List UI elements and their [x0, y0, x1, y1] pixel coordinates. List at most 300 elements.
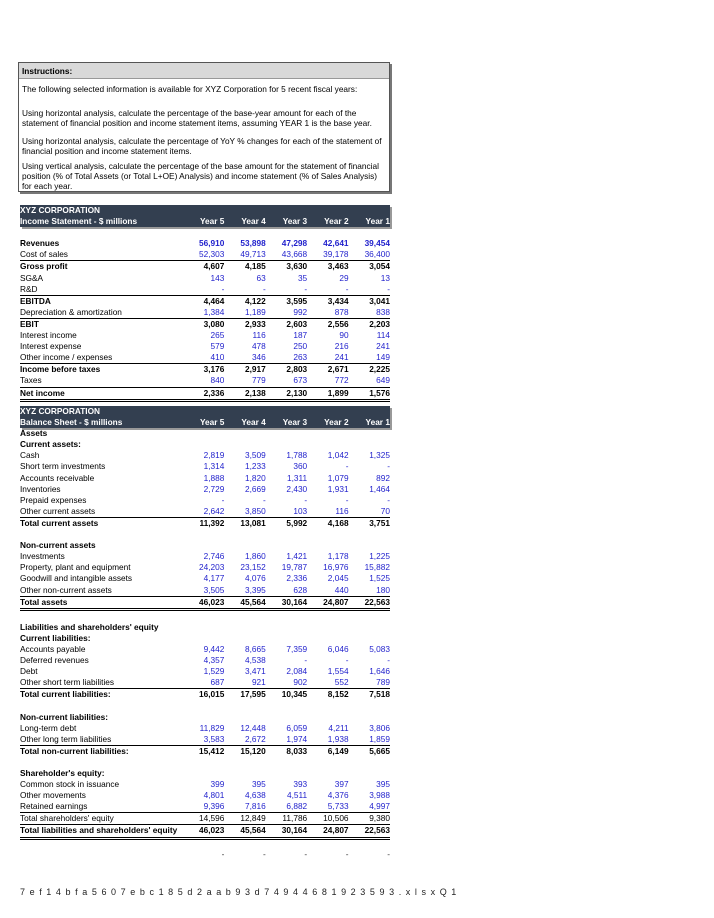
row-value: [183, 611, 224, 622]
row-value: [307, 529, 348, 540]
balance-row: [20, 746, 390, 757]
row-value: 2,672: [245, 733, 266, 744]
row-value: 902: [293, 677, 308, 688]
balance-row: [20, 712, 390, 723]
row-value: 12,849: [240, 813, 266, 824]
row-value: 10,345: [281, 689, 308, 700]
row-value: 1,178: [327, 551, 349, 562]
row-value: 2,603: [286, 318, 308, 329]
row-value: 3,988: [369, 790, 390, 801]
row-label: Cash: [20, 450, 40, 461]
row-value: 1,646: [369, 666, 390, 677]
row-value: 3,176: [203, 364, 225, 375]
row-value: [183, 529, 224, 540]
row-value: 36,400: [364, 249, 390, 260]
row-label: EBITDA: [20, 295, 51, 306]
check-cell: -: [387, 849, 390, 859]
row-label: R&D: [20, 283, 38, 294]
row-label: Gross profit: [20, 261, 68, 272]
row-value: [266, 622, 307, 633]
row-value: [224, 428, 265, 439]
row-value: 90: [339, 330, 349, 341]
row-value: 12,448: [240, 722, 266, 733]
row-value: [349, 712, 390, 723]
check-cell: -: [263, 849, 266, 859]
row-value: 1,384: [203, 306, 225, 317]
row-value: 992: [293, 306, 308, 317]
row-value: 11,829: [199, 722, 225, 733]
row-value: -: [387, 283, 390, 294]
row-value: 35: [297, 272, 308, 283]
row-value: 921: [251, 677, 266, 688]
row-value: [183, 712, 224, 723]
row-value: 1,042: [327, 450, 349, 461]
row-value: 39,178: [323, 249, 349, 260]
row-label: Cost of sales: [20, 249, 68, 260]
income-statement: [20, 205, 390, 402]
row-value: 399: [210, 779, 225, 790]
row-value: 3,434: [327, 295, 349, 306]
income-row: [20, 330, 390, 341]
row-value: 878: [334, 306, 349, 317]
row-value: 1,225: [369, 551, 390, 562]
balance-row: [20, 611, 390, 622]
row-label: Debt: [20, 666, 38, 677]
row-value: 3,041: [369, 295, 390, 306]
row-value: 4,211: [328, 722, 349, 733]
row-label: Assets: [20, 428, 48, 439]
row-value: 4,168: [327, 517, 349, 528]
balance-title: Balance Sheet - $ millions: [20, 417, 123, 428]
row-value: 2,556: [327, 318, 349, 329]
row-value: [183, 633, 224, 644]
row-label: [20, 700, 183, 711]
row-value: 30,164: [281, 596, 308, 607]
balance-row: [20, 825, 390, 839]
balance-row: [20, 677, 390, 689]
row-value: 7,816: [245, 801, 266, 812]
row-value: 1,525: [369, 573, 390, 584]
row-label: Deferred revenues: [20, 655, 89, 666]
row-value: [266, 611, 307, 622]
row-value: 10,506: [323, 813, 349, 824]
row-value: 1,931: [327, 483, 349, 494]
row-value: 1,311: [287, 472, 308, 483]
row-value: 39,454: [364, 238, 390, 249]
row-value: 687: [210, 677, 225, 688]
row-value: 143: [210, 272, 225, 283]
income-company-name: XYZ CORPORATION: [20, 205, 101, 215]
row-value: [266, 529, 307, 540]
row-value: 4,511: [287, 790, 308, 801]
row-label: Other short term liabilities: [20, 677, 115, 688]
row-value: -: [345, 494, 349, 505]
balance-row: [20, 473, 390, 484]
instructions-box: [18, 62, 390, 192]
row-value: 579: [210, 341, 225, 352]
row-value: [349, 428, 390, 439]
row-value: 1,325: [369, 450, 390, 461]
row-value: [224, 529, 265, 540]
income-row: [20, 261, 390, 272]
row-label: [20, 757, 183, 768]
income-row: [20, 249, 390, 261]
balance-company-row: [20, 406, 390, 417]
row-value: 11,786: [282, 813, 308, 824]
row-label: Shareholder's equity:: [20, 768, 105, 778]
balance-year-header: Year 1: [365, 417, 390, 428]
row-value: [266, 540, 307, 551]
row-label: Retained earnings: [20, 801, 88, 812]
row-value: 46,023: [199, 596, 225, 607]
row-value: 2,671: [327, 364, 349, 375]
row-value: 4,997: [369, 801, 390, 812]
income-row: [20, 307, 390, 319]
row-value: 14,596: [199, 813, 225, 824]
row-value: -: [263, 494, 266, 505]
row-value: 1,079: [327, 472, 349, 483]
row-value: -: [387, 655, 390, 666]
row-label: Accounts receivable: [20, 472, 95, 483]
row-value: [266, 439, 307, 450]
row-label: Depreciation & amortization: [20, 306, 122, 317]
income-rows: [20, 227, 390, 401]
income-company-row: [20, 205, 390, 216]
income-statement-header: [20, 205, 390, 227]
balance-row: [20, 801, 390, 813]
check-cell: -: [221, 849, 225, 859]
row-value: 628: [293, 584, 308, 595]
instructions-para-3: Using horizontal analysis, calculate the percentage of YoY % changes for each of the statement of financial position and income statement items.: [22, 136, 382, 156]
row-value: [349, 439, 390, 450]
row-value: 4,122: [245, 295, 266, 306]
row-value: [183, 540, 224, 551]
balance-row: [20, 562, 390, 573]
balance-row: [20, 518, 390, 529]
row-value: [307, 712, 348, 723]
row-value: 3,463: [327, 261, 349, 272]
row-value: 2,917: [245, 364, 266, 375]
income-year-header: Year 1: [365, 216, 390, 227]
row-label: Other non-current assets: [20, 584, 112, 595]
row-value: 2,045: [327, 573, 349, 584]
row-value: 1,974: [286, 733, 308, 744]
row-value: [307, 633, 348, 644]
row-value: 3,080: [203, 318, 225, 329]
row-label: [20, 611, 183, 622]
row-label: SG&A: [20, 272, 44, 283]
balance-row: [20, 585, 390, 597]
row-value: [307, 622, 348, 633]
row-value: [349, 633, 390, 644]
instructions-para-4: Using vertical analysis, calculate the percentage of the base amount for the statement of financial position (% of Total Assets (or Total L+OE) Analysis) and income statement (% of Sales Analysis) for each year.: [22, 161, 379, 191]
row-value: 11,392: [199, 517, 225, 528]
row-label: Investments: [20, 551, 65, 562]
balance-row: [20, 551, 390, 562]
row-label: Total non-current liabilities:: [20, 745, 129, 756]
row-value: 2,819: [203, 450, 225, 461]
row-label: Interest income: [20, 330, 77, 341]
row-value: 1,938: [327, 733, 349, 744]
row-value: 9,396: [203, 801, 225, 812]
balance-row: [20, 633, 390, 644]
row-label: EBIT: [20, 318, 39, 329]
row-value: [349, 227, 390, 238]
row-value: 1,464: [369, 483, 390, 494]
row-value: 1,421: [286, 551, 308, 562]
row-value: 395: [251, 779, 266, 790]
row-value: [307, 757, 348, 768]
row-value: 1,788: [286, 450, 308, 461]
row-value: 2,138: [245, 387, 266, 398]
row-value: 7,359: [286, 643, 308, 654]
balance-year-header: Year 3: [282, 417, 308, 428]
row-value: [266, 633, 307, 644]
balance-year-header: Year 5: [199, 417, 225, 428]
row-value: [307, 540, 348, 551]
row-label: Prepaid expenses: [20, 494, 87, 505]
row-value: [224, 633, 265, 644]
row-value: 46,023: [199, 825, 225, 836]
row-value: 4,177: [203, 573, 225, 584]
income-year-header: Year 4: [241, 216, 266, 227]
row-value: 5,992: [286, 517, 308, 528]
row-label: Other current assets: [20, 505, 96, 516]
balance-title-row: [20, 417, 390, 428]
row-value: 8,152: [327, 689, 349, 700]
row-value: 4,076: [245, 573, 266, 584]
row-value: 23,152: [240, 562, 266, 573]
balance-row: [20, 450, 390, 461]
row-value: 3,751: [369, 517, 390, 528]
row-value: [183, 622, 224, 633]
row-label: Net income: [20, 387, 65, 398]
row-label: Total assets: [20, 596, 68, 607]
balance-row: [20, 428, 390, 439]
row-value: [349, 611, 390, 622]
balance-row: [20, 540, 390, 551]
row-label: [20, 227, 183, 238]
row-value: 22,563: [364, 596, 390, 607]
row-value: 29: [339, 272, 349, 283]
balance-row: [20, 700, 390, 711]
balance-row: [20, 813, 390, 825]
income-row: [20, 388, 390, 402]
row-value: [224, 622, 265, 633]
row-value: 13,081: [240, 517, 266, 528]
row-value: 15,412: [199, 745, 225, 756]
row-value: 16,976: [323, 562, 349, 573]
row-value: 116: [335, 505, 349, 516]
row-value: 3,630: [286, 261, 308, 272]
row-value: 2,669: [245, 483, 266, 494]
balance-row: [20, 506, 390, 518]
row-value: [266, 428, 307, 439]
row-value: 5,733: [327, 801, 349, 812]
row-value: [224, 439, 265, 450]
row-value: 24,807: [323, 825, 349, 836]
row-value: -: [345, 283, 349, 294]
balance-sheet: [20, 406, 390, 840]
row-value: [266, 700, 307, 711]
row-value: 1,189: [245, 306, 266, 317]
row-value: 4,376: [327, 790, 349, 801]
row-value: 1,859: [369, 733, 390, 744]
row-value: [224, 227, 265, 238]
row-value: [349, 529, 390, 540]
check-row: [183, 849, 390, 859]
row-value: 15,120: [240, 745, 266, 756]
row-value: 114: [376, 330, 390, 341]
row-value: 395: [376, 779, 390, 790]
row-value: -: [263, 283, 266, 294]
income-row: [20, 238, 390, 249]
row-label: Long-term debt: [20, 722, 77, 733]
row-value: 779: [251, 375, 266, 386]
row-value: 9,442: [203, 643, 225, 654]
row-value: [349, 622, 390, 633]
row-value: [307, 227, 348, 238]
row-value: 673: [293, 375, 308, 386]
row-value: 2,642: [203, 505, 225, 516]
row-value: 45,564: [240, 596, 266, 607]
row-value: 17,595: [240, 689, 266, 700]
row-value: 19,787: [281, 562, 308, 573]
row-value: 478: [251, 341, 266, 352]
row-label: Current assets:: [20, 439, 81, 450]
row-value: [266, 227, 307, 238]
row-label: Non-current liabilities:: [20, 711, 109, 722]
row-value: 4,464: [203, 295, 225, 306]
row-value: 263: [293, 352, 308, 363]
income-row: [20, 227, 390, 238]
balance-row: [20, 734, 390, 746]
income-year-header: Year 2: [324, 216, 349, 227]
row-value: 772: [334, 375, 349, 386]
income-row: [20, 352, 390, 364]
row-value: 16,015: [199, 689, 225, 700]
row-value: 9,380: [369, 813, 390, 824]
row-value: 2,336: [203, 387, 225, 398]
balance-row: [20, 757, 390, 768]
row-value: 1,888: [203, 472, 225, 483]
row-value: 1,314: [203, 461, 225, 472]
row-value: [224, 757, 265, 768]
row-value: 410: [210, 352, 225, 363]
row-value: [183, 768, 224, 779]
row-value: 2,803: [286, 364, 308, 375]
row-value: -: [221, 283, 225, 294]
file-name-footer: 7ef14bfa5607ebc185d2aab93d749446819235​93.xlsxQ1: [20, 887, 461, 897]
row-value: 1,233: [245, 461, 266, 472]
row-value: 180: [376, 584, 390, 595]
row-value: 4,538: [245, 655, 266, 666]
income-row: [20, 319, 390, 330]
income-row: [20, 296, 390, 307]
row-value: 13: [380, 272, 390, 283]
row-label: Other long term liabilities: [20, 733, 112, 744]
row-value: 53,898: [240, 238, 266, 249]
income-title-row: [20, 216, 390, 227]
row-value: 6,046: [327, 643, 349, 654]
row-value: 56,910: [199, 238, 225, 249]
row-value: 1,576: [369, 387, 390, 398]
row-value: -: [304, 655, 308, 666]
row-value: 1,899: [327, 387, 349, 398]
row-label: Liabilities and shareholders' equity: [20, 621, 159, 632]
row-label: Taxes: [20, 375, 42, 386]
row-value: 397: [334, 779, 349, 790]
row-value: [349, 757, 390, 768]
row-value: 6,059: [286, 722, 308, 733]
row-value: 116: [252, 330, 266, 341]
row-value: 5,665: [369, 745, 390, 756]
balance-year-header: Year 4: [241, 417, 266, 428]
row-value: 440: [334, 584, 349, 595]
row-label: Other movements: [20, 790, 86, 801]
check-cell: -: [304, 849, 308, 859]
row-value: 216: [334, 341, 349, 352]
row-value: [224, 700, 265, 711]
row-value: 4,185: [245, 261, 266, 272]
row-value: [307, 439, 348, 450]
income-title: Income Statement - $ millions: [20, 216, 138, 227]
income-year-header: Year 3: [282, 216, 308, 227]
balance-row: [20, 439, 390, 450]
check-cell: -: [345, 849, 349, 859]
row-value: -: [304, 494, 308, 505]
row-value: [307, 768, 348, 779]
row-label: Total liabilities and shareholders' equity: [20, 825, 178, 836]
row-label: Income before taxes: [20, 364, 101, 375]
row-value: [266, 757, 307, 768]
row-value: 3,583: [203, 733, 225, 744]
row-value: 8,665: [245, 643, 266, 654]
row-value: 3,395: [245, 584, 266, 595]
income-row: [20, 284, 390, 296]
row-value: 649: [376, 375, 390, 386]
row-value: 393: [293, 779, 308, 790]
income-row: [20, 341, 390, 352]
row-value: 42,641: [323, 238, 349, 249]
row-value: 2,203: [369, 318, 390, 329]
row-value: 3,505: [203, 584, 225, 595]
row-value: 30,164: [281, 825, 308, 836]
row-value: 892: [376, 472, 390, 483]
row-value: 1,554: [327, 666, 349, 677]
row-value: 3,471: [245, 666, 266, 677]
row-value: [183, 700, 224, 711]
row-value: 1,860: [245, 551, 266, 562]
row-label: Property, plant and equipment: [20, 562, 131, 573]
balance-sheet-header: [20, 406, 390, 428]
row-label: Interest expense: [20, 341, 82, 352]
row-value: 4,357: [203, 655, 225, 666]
row-value: [224, 611, 265, 622]
row-value: 149: [376, 352, 390, 363]
row-label: Accounts payable: [20, 643, 86, 654]
row-value: 2,084: [286, 666, 308, 677]
row-value: [224, 768, 265, 779]
balance-year-header: Year 2: [324, 417, 349, 428]
row-value: [183, 757, 224, 768]
row-value: [307, 611, 348, 622]
balance-row: [20, 790, 390, 801]
instructions-title: Instructions:: [19, 63, 389, 79]
row-value: 241: [334, 352, 349, 363]
row-value: [266, 768, 307, 779]
row-value: 1,529: [203, 666, 225, 677]
